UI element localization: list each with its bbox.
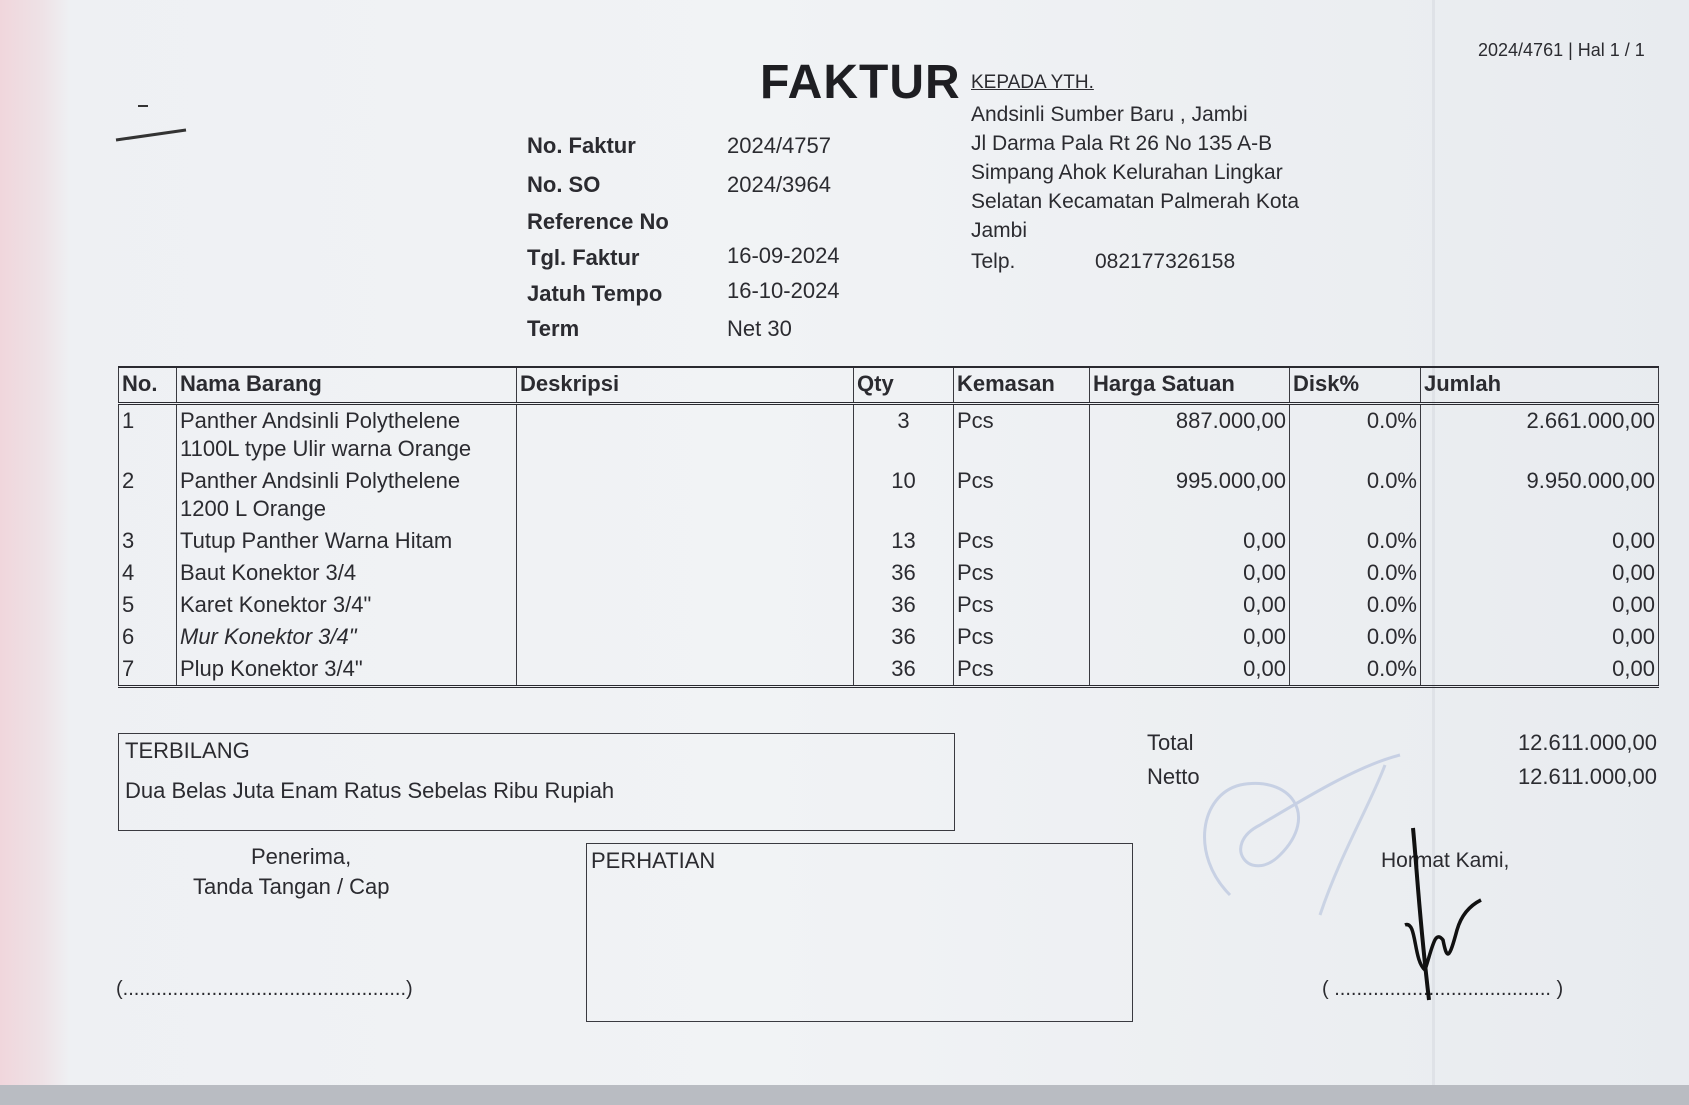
- term-value: Net 30: [727, 316, 792, 341]
- perhatian-label: PERHATIAN: [591, 848, 716, 873]
- hormat-kami-label: Hormat Kami,: [1381, 849, 1510, 872]
- cell-no: 1: [119, 404, 177, 466]
- cell-jumlah: 0,00: [1421, 621, 1659, 653]
- table-row: [119, 525, 1659, 557]
- cell-qty: 36: [854, 621, 954, 653]
- table-row: [119, 589, 1659, 621]
- cell-qty: 36: [854, 557, 954, 589]
- cell-jumlah: 0,00: [1421, 589, 1659, 621]
- cell-qty: 10: [854, 465, 954, 525]
- cell-jumlah: 9.950.000,00: [1421, 465, 1659, 525]
- cell-disk: 0.0%: [1290, 653, 1421, 687]
- carbon-copy-edge: [0, 0, 70, 1105]
- cell-kemasan: Pcs: [954, 621, 1090, 653]
- telp-value: 082177326158: [1095, 250, 1236, 273]
- cell-kemasan: Pcs: [954, 557, 1090, 589]
- col-nama-barang: Nama Barang: [177, 367, 517, 404]
- cell-deskripsi: [517, 525, 854, 557]
- cell-nama: Panther Andsinli Polythelene 1200 L Orange: [177, 465, 517, 525]
- cell-qty: 13: [854, 525, 954, 557]
- cell-harga: 0,00: [1090, 525, 1290, 557]
- tgl-faktur-value: 16-09-2024: [727, 243, 840, 268]
- table-row: [119, 557, 1659, 589]
- cell-no: 4: [119, 557, 177, 589]
- no-faktur-label: No. Faktur: [527, 133, 636, 158]
- table-row: [119, 621, 1659, 653]
- cell-deskripsi: [517, 404, 854, 466]
- cell-nama: Baut Konektor 3/4: [177, 557, 517, 589]
- cell-no: 7: [119, 653, 177, 687]
- cell-nama: Mur Konektor 3/4": [177, 621, 517, 653]
- cell-disk: 0.0%: [1290, 525, 1421, 557]
- cell-kemasan: Pcs: [954, 653, 1090, 687]
- recipient-label: KEPADA YTH.: [971, 72, 1094, 93]
- cell-jumlah: 0,00: [1421, 653, 1659, 687]
- cell-harga: 995.000,00: [1090, 465, 1290, 525]
- table-header-row: [119, 367, 1659, 404]
- recipient-address-line: Selatan Kecamatan Palmerah Kota: [971, 190, 1300, 213]
- penerima-label: Penerima,: [251, 844, 352, 869]
- terbilang-text: Dua Belas Juta Enam Ratus Sebelas Ribu Rupiah: [125, 778, 615, 803]
- recipient-address-line: Jl Darma Pala Rt 26 No 135 A-B: [971, 132, 1273, 155]
- signature-icon: [1395, 820, 1505, 1010]
- cell-harga: 0,00: [1090, 653, 1290, 687]
- cell-deskripsi: [517, 465, 854, 525]
- cell-nama: Panther Andsinli Polythelene 1100L type Ulir warna Orange: [177, 404, 517, 466]
- tanda-tangan-label: Tanda Tangan / Cap: [193, 874, 390, 899]
- term-label: Term: [527, 316, 580, 341]
- cell-deskripsi: [517, 589, 854, 621]
- cell-no: 3: [119, 525, 177, 557]
- table-row: [119, 465, 1659, 525]
- cell-nama: Karet Konektor 3/4": [177, 589, 517, 621]
- cell-no: 5: [119, 589, 177, 621]
- col-qty: Qty: [854, 367, 954, 404]
- blue-stamp-icon: [1170, 735, 1430, 935]
- cell-harga: 887.000,00: [1090, 404, 1290, 466]
- cell-kemasan: Pcs: [954, 465, 1090, 525]
- cell-harga: 0,00: [1090, 621, 1290, 653]
- cell-harga: 0,00: [1090, 557, 1290, 589]
- document-title: FAKTUR: [760, 56, 961, 109]
- cell-qty: 36: [854, 653, 954, 687]
- col-jumlah: Jumlah: [1421, 367, 1659, 404]
- no-so-value: 2024/3964: [727, 172, 831, 197]
- cell-no: 2: [119, 465, 177, 525]
- total-value: 12.611.000,00: [1517, 730, 1657, 755]
- col-no: No.: [119, 367, 177, 404]
- no-so-label: No. SO: [527, 172, 601, 197]
- jatuh-tempo-value: 16-10-2024: [727, 278, 840, 303]
- terbilang-box: [118, 733, 955, 831]
- recipient-address-line: Simpang Ahok Kelurahan Lingkar: [971, 161, 1283, 184]
- table-row: [119, 404, 1659, 466]
- cell-kemasan: Pcs: [954, 525, 1090, 557]
- cell-deskripsi: [517, 557, 854, 589]
- netto-label: Netto: [1147, 764, 1200, 789]
- cell-nama: Tutup Panther Warna Hitam: [177, 525, 517, 557]
- jatuh-tempo-label: Jatuh Tempo: [527, 281, 663, 306]
- cell-disk: 0.0%: [1290, 621, 1421, 653]
- page-reference: 2024/4761 | Hal 1 / 1: [1478, 40, 1645, 60]
- col-harga-satuan: Harga Satuan: [1090, 367, 1290, 404]
- cell-kemasan: Pcs: [954, 589, 1090, 621]
- cell-nama: Plup Konektor 3/4": [177, 653, 517, 687]
- netto-value: 12.611.000,00: [1517, 764, 1657, 789]
- cell-kemasan: Pcs: [954, 404, 1090, 466]
- cell-disk: 0.0%: [1290, 589, 1421, 621]
- col-disk: Disk%: [1290, 367, 1421, 404]
- cell-jumlah: 0,00: [1421, 557, 1659, 589]
- table-row: [119, 653, 1659, 687]
- recipient-address-line: Jambi: [971, 219, 1028, 242]
- paper-bottom-edge: [0, 1085, 1689, 1105]
- perhatian-box: [586, 843, 1133, 1022]
- no-faktur-value: 2024/4757: [727, 133, 831, 158]
- cell-no: 6: [119, 621, 177, 653]
- cell-jumlah: 0,00: [1421, 525, 1659, 557]
- cell-disk: 0.0%: [1290, 465, 1421, 525]
- telp-label: Telp.: [971, 250, 1016, 273]
- pen-mark-icon: [110, 98, 190, 148]
- hormat-signature-blank: ( ....................................... ): [1322, 978, 1564, 1000]
- cell-qty: 3: [854, 404, 954, 466]
- cell-disk: 0.0%: [1290, 404, 1421, 466]
- reference-label: Reference No: [527, 209, 669, 234]
- total-label: Total: [1147, 730, 1194, 755]
- cell-qty: 36: [854, 589, 954, 621]
- cell-disk: 0.0%: [1290, 557, 1421, 589]
- col-deskripsi: Deskripsi: [517, 367, 854, 404]
- cell-harga: 0,00: [1090, 589, 1290, 621]
- recipient-address: [971, 100, 1391, 245]
- cell-jumlah: 2.661.000,00: [1421, 404, 1659, 466]
- penerima-signature-blank: (...................................................): [116, 978, 413, 1000]
- recipient-address-line: Andsinli Sumber Baru , Jambi: [971, 103, 1248, 126]
- items-table: [118, 366, 1659, 688]
- tgl-faktur-label: Tgl. Faktur: [527, 245, 640, 270]
- cell-deskripsi: [517, 653, 854, 687]
- cell-deskripsi: [517, 621, 854, 653]
- terbilang-label: TERBILANG: [125, 738, 250, 763]
- col-kemasan: Kemasan: [954, 367, 1090, 404]
